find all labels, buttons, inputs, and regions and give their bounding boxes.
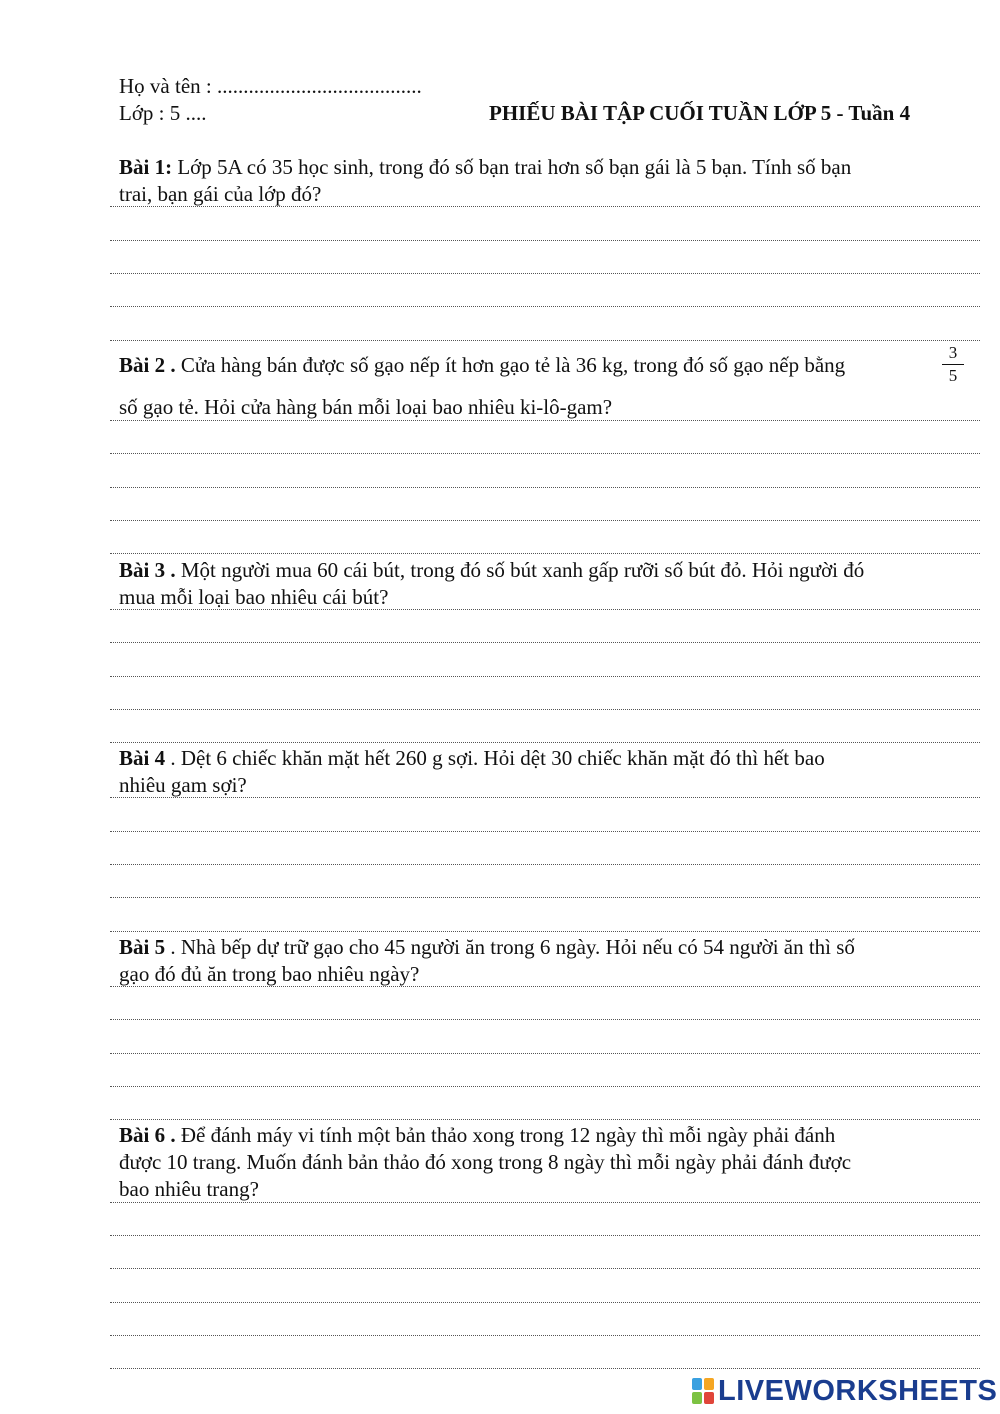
exercise-5-text-2: gạo đó đủ ăn trong bao nhiêu ngày? — [119, 962, 420, 986]
answer-line — [110, 986, 980, 987]
logo-icon-square — [692, 1378, 702, 1390]
class-line: Lớp : 5 .... — [119, 101, 207, 125]
name-line: Họ và tên : ....................................... — [119, 74, 422, 98]
answer-line — [110, 1119, 980, 1120]
answer-line — [110, 1235, 980, 1236]
fraction-numerator: 3 — [948, 343, 958, 362]
answer-line — [110, 1019, 980, 1020]
answer-line — [110, 487, 980, 488]
logo-icon-square — [704, 1378, 714, 1390]
answer-line — [110, 831, 980, 832]
answer-line — [110, 453, 980, 454]
exercise-5-line-1 — [119, 934, 855, 961]
exercise-4-label: Bài 4 — [119, 746, 166, 770]
liveworksheets-icon — [692, 1378, 714, 1404]
exercise-2-label: Bài 2 . — [119, 353, 176, 377]
page-title: PHIẾU BÀI TẬP CUỐI TUẦN LỚP 5 - Tuần 4 — [489, 101, 911, 125]
answer-line — [110, 273, 980, 274]
liveworksheets-logo-text: LIVEWORKSHEETS — [718, 1374, 998, 1407]
exercise-6-text-1: Để đánh máy vi tính một bản thảo xong trong 12 ngày thì mỗi ngày phải đánh — [175, 1123, 836, 1147]
exercise-6-line-1 — [119, 1122, 835, 1149]
answer-line — [110, 797, 980, 798]
answer-line — [110, 240, 980, 241]
answer-line — [110, 1335, 980, 1336]
logo-icon-square — [692, 1392, 702, 1404]
exercise-3-text-2: mua mỗi loại bao nhiêu cái bút? — [119, 585, 389, 609]
fraction-three-fifths — [942, 343, 964, 386]
answer-line — [110, 1268, 980, 1269]
exercise-1-line-1 — [119, 154, 851, 181]
answer-line — [110, 1053, 980, 1054]
answer-line — [110, 206, 980, 207]
exercise-2-text-1: Cửa hàng bán được số gạo nếp ít hơn gạo tẻ là 36 kg, trong đó số gạo nếp bằng — [175, 353, 846, 377]
exercise-4-text-2: nhiêu gam sợi? — [119, 773, 247, 797]
answer-line — [110, 609, 980, 610]
fraction-bar — [942, 364, 964, 365]
answer-line — [110, 709, 980, 710]
answer-line — [110, 931, 980, 932]
answer-line — [110, 676, 980, 677]
exercise-1-text-1: Lớp 5A có 35 học sinh, trong đó số bạn trai hơn số bạn gái là 5 bạn. Tính số bạn — [172, 155, 852, 179]
answer-line — [110, 553, 980, 554]
answer-line — [110, 420, 980, 421]
answer-line — [110, 306, 980, 307]
exercise-6-label: Bài 6 . — [119, 1123, 176, 1147]
fraction-denominator: 5 — [948, 366, 958, 385]
exercise-3-label: Bài 3 . — [119, 558, 176, 582]
exercise-6-text-3: bao nhiêu trang? — [119, 1177, 259, 1201]
answer-line — [110, 520, 980, 521]
exercise-1-text-2: trai, bạn gái của lớp đó? — [119, 182, 322, 206]
answer-line — [110, 864, 980, 865]
answer-line — [110, 642, 980, 643]
exercise-4-line-1 — [119, 745, 825, 772]
answer-line — [110, 742, 980, 743]
answer-line — [110, 1086, 980, 1087]
answer-line — [110, 1202, 980, 1203]
exercise-5-label: Bài 5 — [119, 935, 166, 959]
answer-line — [110, 1302, 980, 1303]
exercise-1-label: Bài 1: — [119, 155, 173, 179]
answer-line — [110, 340, 980, 341]
exercise-4-text-1: . Dệt 6 chiếc khăn mặt hết 260 g sợi. Hỏi dệt 30 chiếc khăn mặt đó thì hết bao — [165, 746, 825, 770]
logo-icon-square — [704, 1392, 714, 1404]
answer-line — [110, 1368, 980, 1369]
exercise-2-text-2: số gạo tẻ. Hỏi cửa hàng bán mỗi loại bao nhiêu ki-lô-gam? — [119, 395, 613, 419]
exercise-3-text-1: Một người mua 60 cái bút, trong đó số bút xanh gấp rưỡi số bút đỏ. Hỏi người đó — [175, 558, 865, 582]
answer-line — [110, 897, 980, 898]
liveworksheets-logo[interactable] — [692, 1374, 997, 1408]
exercise-2-line-1 — [119, 352, 845, 379]
exercise-6-text-2: được 10 trang. Muốn đánh bản thảo đó xong trong 8 ngày thì mỗi ngày phải đánh được — [119, 1150, 852, 1174]
exercise-5-text-1: . Nhà bếp dự trữ gạo cho 45 người ăn trong 6 ngày. Hỏi nếu có 54 người ăn thì số — [165, 935, 855, 959]
exercise-3-line-1 — [119, 557, 864, 584]
